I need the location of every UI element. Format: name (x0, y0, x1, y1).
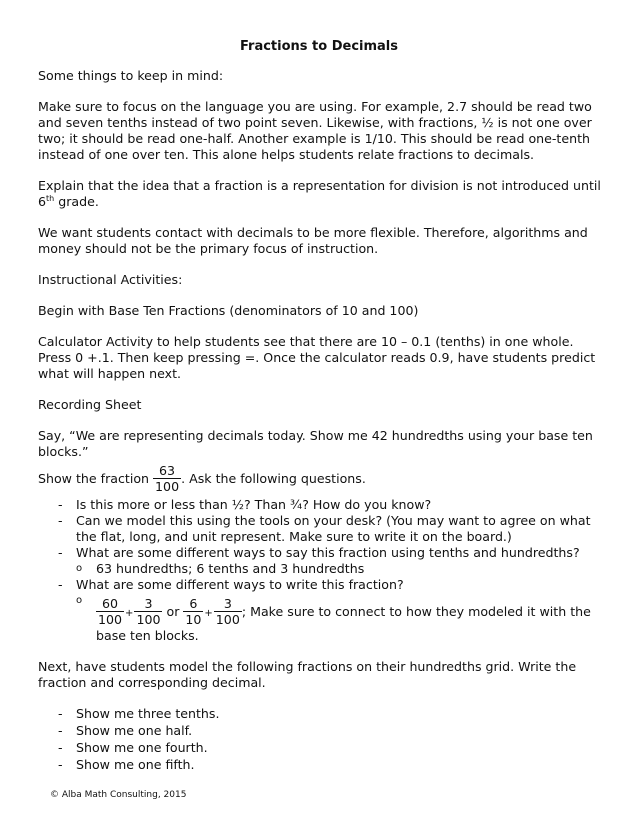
say-paragraph: Say, “We are representing decimals today. Show me 42 hundredths using your base ten blocks.” (38, 428, 593, 459)
list-item: - Show me one fifth. (38, 757, 610, 773)
recording-sheet-text: Recording Sheet (38, 397, 142, 412)
fraction-3-100-b: $\frac{3}{100}$ (215, 596, 240, 627)
keep-in-mind-text: Some things to keep in mind: (38, 68, 224, 83)
list-item: - Can we model this using the tools on your desk? (You may want to agree on what the flat, long, and unit represent. Make sure to write it on the board.) (38, 513, 610, 545)
show-fraction-line: Show the fraction $\frac{63}{100}$ . Ask the following questions. (38, 463, 366, 494)
base-ten-paragraph: Begin with Base Ten Fractions (denominators of 10 and 100) (38, 303, 419, 318)
fraction-6-10: $\frac{6}{10}$ (185, 596, 202, 627)
show-me-list (38, 706, 610, 773)
list-item: - Show me one half. (38, 723, 610, 739)
fraction-63-100: $\frac{63}{100}$ (155, 463, 180, 494)
calculator-paragraph: Calculator Activity to help students see that there are 10 – 0.1 (tenths) in one whole. Press 0 +.1. Then keep pressing =. Once the calculator reads 0.9, have students predict what will happen next. (38, 334, 596, 381)
fraction-3-100: $\frac{3}{100}$ (136, 596, 161, 627)
copyright-footer: © Alba Math Consulting, 2015 (50, 790, 187, 800)
list-item: - Is this more or less than ½? Than ¾? How do you know? (38, 497, 610, 513)
list-item: o 63 hundredths; 6 tenths and 3 hundredths (76, 561, 610, 577)
next-paragraph: Next, have students model the following fractions on their hundredths grid. Write the fraction and corresponding decimal. (38, 659, 577, 690)
list-item: - What are some different ways to say this fraction using tenths and hundredths? o 63 hundredths; 6 tenths and 3 hundredths (38, 545, 610, 577)
list-item: - Show me three tenths. (38, 706, 610, 722)
page-title: Fractions to Decimals (239, 39, 398, 54)
fraction-60-100: o $\frac{60}{100}$ (98, 596, 123, 627)
list-item: - What are some different ways to write this fraction? o $\frac{60}{100}$ + $\frac{3}{100}$ or $\frac{6}{10}$ + $\frac{3}{100}$ ; Make sure to connect to how they modeled it with the base ten blocks. (38, 577, 610, 644)
division-paragraph: Explain that the idea that a fraction is a representation for division is not introduced until 6th grade. (38, 178, 601, 209)
sub-list (76, 593, 610, 644)
flexible-paragraph: We want students contact with decimals to be more flexible. Therefore, algorithms and money should not be the primary focus of instruction. (38, 225, 588, 256)
sub-list (76, 561, 610, 577)
superscript-th: th (46, 193, 55, 203)
question-list (38, 497, 610, 644)
activities-heading: Instructional Activities: (38, 272, 183, 287)
language-paragraph: Make sure to focus on the language you are using. For example, 2.7 should be read two and seven tenths instead of two point seven. Likewise, with fractions, ½ is not one over two; it should be read one-half. Another example is 1/10. This should be read one-tenth instead of one over ten. This alone helps students relate fractions to decimals. (38, 99, 592, 162)
list-item: o $\frac{60}{100}$ + $\frac{3}{100}$ or $\frac{6}{10}$ + $\frac{3}{100}$ ; Make sure to connect to how they modeled it with the base ten blocks. (76, 593, 610, 644)
document-body (38, 68, 610, 774)
list-item: - Show me one fourth. (38, 740, 610, 756)
